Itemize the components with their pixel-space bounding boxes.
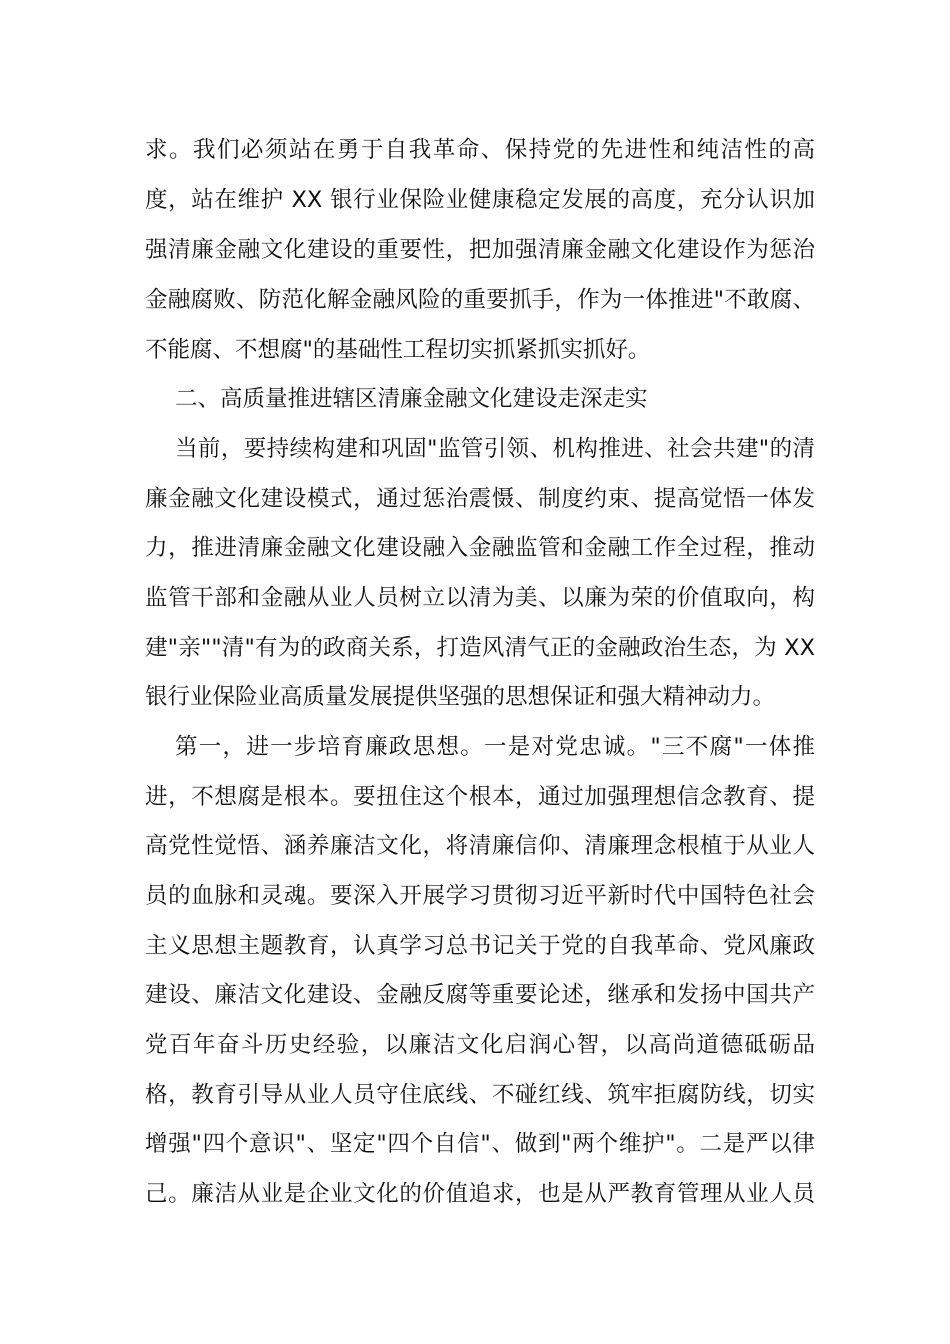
text-line: 主义思想主题教育，认真学习总书记关于党的自我革命、党风廉政 [145, 933, 815, 959]
text-line: 金融腐败、防范化解金融风险的重要抓手，作为一体推进"不敢腐、 [145, 287, 815, 313]
text-line: 进，不想腐是根本。要扭住这个根本，通过加强理想信念教育、提 [145, 784, 815, 810]
text-line: 廉金融文化建设模式，通过惩治震慑、制度约束、提高觉悟一体发 [145, 486, 815, 512]
text-line: 强清廉金融文化建设的重要性，把加强清廉金融文化建设作为惩治 [145, 237, 815, 263]
text-line: 求。我们必须站在勇于自我革命、保持党的先进性和纯洁性的高 [145, 137, 815, 163]
text-line: 建设、廉洁文化建设、金融反腐等重要论述，继承和发扬中国共产 [145, 982, 815, 1008]
text-line: 当前，要持续构建和巩固"监管引领、机构推进、社会共建"的清 [175, 436, 815, 462]
text-line: 增强"四个意识"、坚定"四个自信"、做到"两个维护"。二是严以律 [145, 1131, 815, 1157]
text-line: 度，站在维护 XX 银行业保险业健康稳定发展的高度，充分认识加 [145, 187, 815, 213]
text-line: 党百年奋斗历史经验，以廉洁文化启润心智，以高尚道德砥砺品 [145, 1032, 815, 1058]
text-line: 银行业保险业高质量发展提供坚强的思想保证和强大精神动力。 [145, 684, 776, 710]
section-heading: 二、高质量推进辖区清廉金融文化建设走深走实 [175, 386, 648, 412]
text-line: 不能腐、不想腐"的基础性工程切实抓紧抓实抓好。 [145, 337, 651, 363]
text-line: 力，推进清廉金融文化建设融入金融监管和金融工作全过程，推动 [145, 535, 815, 561]
text-line: 建"亲""清"有为的政商关系，打造风清气正的金融政治生态，为 XX [145, 635, 815, 661]
text-line: 高党性觉悟、涵养廉洁文化，将清廉信仰、清廉理念根植于从业人 [145, 833, 815, 859]
text-line: 监管干部和金融从业人员树立以清为美、以廉为荣的价值取向，构 [145, 585, 815, 611]
text-line: 己。廉洁从业是企业文化的价值追求，也是从严教育管理从业人员 [145, 1181, 815, 1207]
text-line: 格，教育引导从业人员守住底线、不碰红线、筑牢拒腐防线，切实 [145, 1082, 815, 1108]
text-line: 第一，进一步培育廉政思想。一是对党忠诚。"三不腐"一体推 [175, 734, 815, 760]
text-line: 员的血脉和灵魂。要深入开展学习贯彻习近平新时代中国特色社会 [145, 883, 815, 909]
